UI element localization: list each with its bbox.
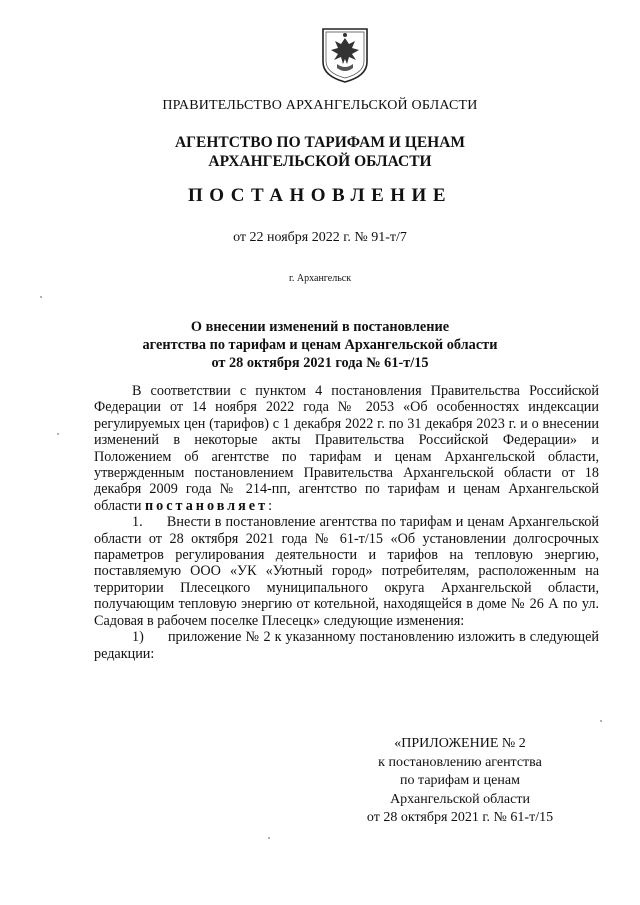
item-1-paragraph (94, 514, 599, 629)
scan-speck (57, 433, 59, 435)
appendix-header (330, 735, 590, 828)
agency-name-line1: АГЕНТСТВО ПО ТАРИФАМ И ЦЕНАМ (174, 134, 466, 151)
preamble-paragraph (94, 383, 599, 514)
preamble-text: В соответствии с пунктом 4 постановления Правительства Российской Федерации от 14 ноября 2022 года № 2053 «Об особенностях индексации регулируемых цен (тарифов) с 1 декабря 2022 г. по 31 декабря 2023 г. и о внесении изменений в некоторые акты Правительства Российской Федерации» и Положением об агентстве по тарифам и ценам Архангельской области, утвержденным постановлением Правительства Архангельской области от 18 декабря 2009 года № 214-пп, агентство по тарифам и ценам Архангельской области (94, 383, 599, 514)
subitem-1-number: 1) (132, 629, 144, 646)
scan-speck (40, 296, 42, 298)
coat-of-arms-icon (319, 26, 371, 84)
resolves-word: постановляет (144, 497, 269, 514)
subject-line3: от 28 октября 2021 года № 61-т/15 (211, 355, 429, 371)
document-subject (0, 318, 640, 372)
resolves-colon: : (268, 497, 273, 514)
subitem-1-text: приложение № 2 к указанному постановлению изложить в следующей редакции: (94, 629, 600, 662)
scan-speck (600, 720, 602, 722)
government-name: ПРАВИТЕЛЬСТВО АРХАНГЕЛЬСКОЙ ОБЛАСТИ (162, 98, 478, 113)
appendix-line5: от 28 октября 2021 г. № 61-т/15 (366, 810, 554, 825)
document-body (94, 383, 599, 662)
appendix-line1: «ПРИЛОЖЕНИЕ № 2 (394, 736, 526, 751)
appendix-line2: к постановлению агентства (378, 754, 542, 770)
appendix-line3: по тарифам и ценам (400, 773, 520, 788)
agency-name (0, 133, 640, 171)
subject-line2: агентства по тарифам и ценам Архангельской области (142, 337, 498, 353)
document-date-number: от 22 ноября 2022 г. № 91-т/7 (233, 230, 407, 245)
scan-speck (268, 837, 270, 839)
item-1-text: Внести в постановление агентства по тарифам и ценам Архангельской области от 28 октября 2021 года № 61-т/15 «Об установлении долгосрочных параметров регулирования деятельности и тарифов на тепловую энергию, поставляемую ООО «УК «Уютный город» потребителям, расположенным на территории Плесецкого муниципального округа Архангельской области, получающим тепловую энергию от котельной, находящейся в доме № 26 А по ул. Садовая в рабочем поселке Плесецк» следующие изменения: (94, 514, 599, 629)
item-1-number: 1. (132, 514, 143, 531)
subject-line1: О внесении изменений в постановление (190, 319, 450, 335)
agency-name-line2: АРХАНГЕЛЬСКОЙ ОБЛАСТИ (208, 153, 432, 170)
document-city: г. Архангельск (288, 273, 352, 284)
document-type-title: ПОСТАНОВЛЕНИЕ (187, 185, 453, 206)
subitem-1-paragraph (94, 629, 599, 662)
appendix-line4: Архангельской области (390, 791, 530, 807)
